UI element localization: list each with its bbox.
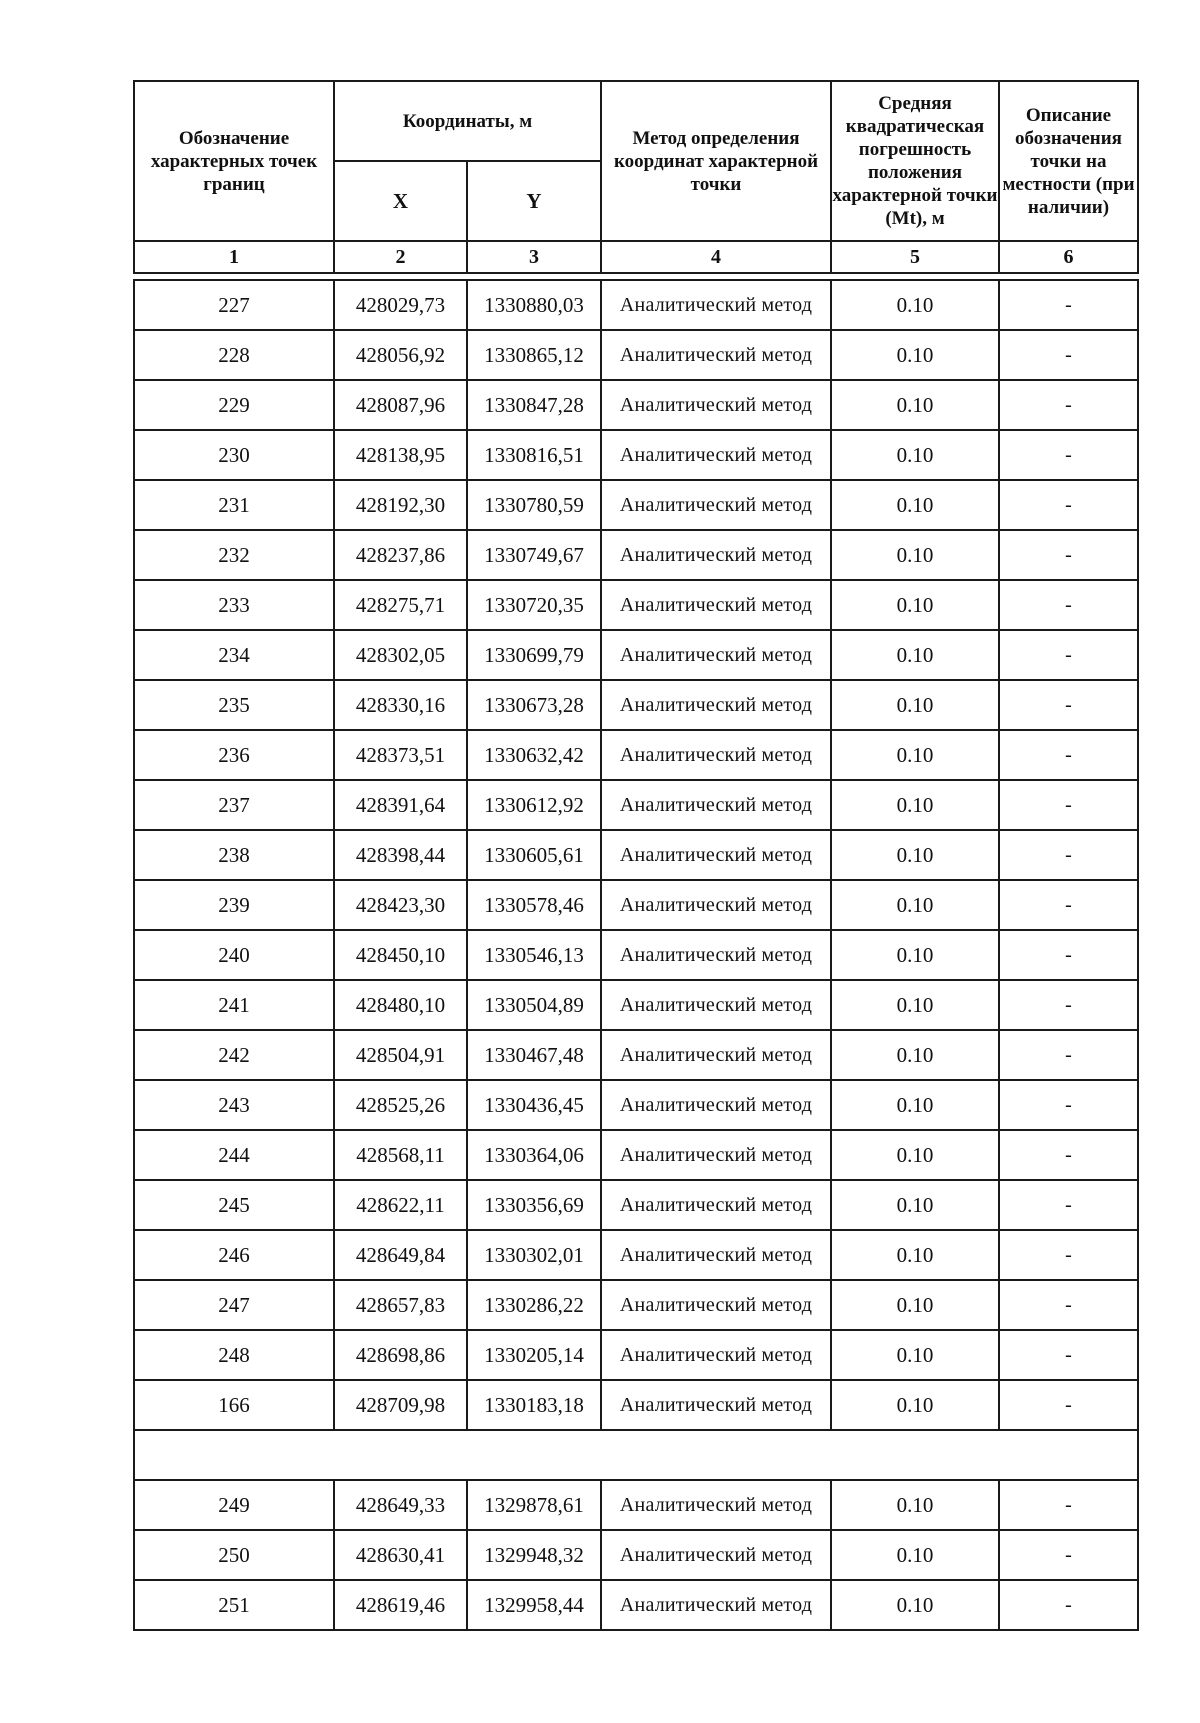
- method-cell: Аналитический метод: [601, 780, 831, 830]
- x-coordinate-cell: 428480,10: [334, 980, 467, 1030]
- description-cell: -: [999, 830, 1138, 880]
- x-coordinate-cell: 428630,41: [334, 1530, 467, 1580]
- method-cell: Аналитический метод: [601, 930, 831, 980]
- y-coordinate-cell: 1329958,44: [467, 1580, 601, 1630]
- mean-error-cell: 0.10: [831, 1330, 999, 1380]
- x-coordinate-cell: 428622,11: [334, 1180, 467, 1230]
- mean-error-cell: 0.10: [831, 430, 999, 480]
- table-row: [134, 580, 1138, 630]
- table-row: [134, 680, 1138, 730]
- header-point-designation: Обозначение характерных точек границ: [134, 81, 334, 241]
- y-coordinate-cell: 1330699,79: [467, 630, 601, 680]
- point-cell: 234: [134, 630, 334, 680]
- method-cell: Аналитический метод: [601, 530, 831, 580]
- method-cell: Аналитический метод: [601, 1530, 831, 1580]
- mean-error-cell: 0.10: [831, 1230, 999, 1280]
- description-cell: -: [999, 980, 1138, 1030]
- point-cell: 229: [134, 380, 334, 430]
- column-number: 6: [999, 241, 1138, 273]
- y-coordinate-cell: 1330720,35: [467, 580, 601, 630]
- x-coordinate-cell: 428649,33: [334, 1480, 467, 1530]
- table-body-first-contour: [134, 280, 1138, 1430]
- table-row: [134, 1030, 1138, 1080]
- description-cell: -: [999, 1030, 1138, 1080]
- method-cell: Аналитический метод: [601, 1580, 831, 1630]
- table-row: [134, 1230, 1138, 1280]
- y-coordinate-cell: 1330436,45: [467, 1080, 601, 1130]
- table-row: [134, 280, 1138, 330]
- mean-error-cell: 0.10: [831, 1480, 999, 1530]
- method-cell: Аналитический метод: [601, 1480, 831, 1530]
- header-coordinates: Координаты, м: [334, 81, 601, 161]
- mean-error-cell: 0.10: [831, 680, 999, 730]
- point-cell: 238: [134, 830, 334, 880]
- method-cell: Аналитический метод: [601, 1130, 831, 1180]
- table-row: [134, 1380, 1138, 1430]
- mean-error-cell: 0.10: [831, 480, 999, 530]
- description-cell: -: [999, 580, 1138, 630]
- y-coordinate-cell: 1329878,61: [467, 1480, 601, 1530]
- column-numbers-row: [134, 241, 1138, 273]
- description-cell: -: [999, 1280, 1138, 1330]
- mean-error-cell: 0.10: [831, 1530, 999, 1580]
- header-y: Y: [467, 161, 601, 241]
- table-row: [134, 980, 1138, 1030]
- point-cell: 239: [134, 880, 334, 930]
- x-coordinate-cell: 428619,46: [334, 1580, 467, 1630]
- column-number: 1: [134, 241, 334, 273]
- table-row: [134, 1280, 1138, 1330]
- method-cell: Аналитический метод: [601, 480, 831, 530]
- mean-error-cell: 0.10: [831, 380, 999, 430]
- method-cell: Аналитический метод: [601, 1330, 831, 1380]
- mean-error-cell: 0.10: [831, 930, 999, 980]
- description-cell: -: [999, 380, 1138, 430]
- description-cell: -: [999, 730, 1138, 780]
- table-row: [134, 1130, 1138, 1180]
- empty-row: [134, 1430, 1138, 1480]
- mean-error-cell: 0.10: [831, 330, 999, 380]
- table-row: [134, 480, 1138, 530]
- x-coordinate-cell: 428237,86: [334, 530, 467, 580]
- column-number: 3: [467, 241, 601, 273]
- table-body-second-contour: [134, 1480, 1138, 1630]
- table-row: [134, 780, 1138, 830]
- method-cell: Аналитический метод: [601, 1380, 831, 1430]
- mean-error-cell: 0.10: [831, 280, 999, 330]
- description-cell: -: [999, 480, 1138, 530]
- point-cell: 248: [134, 1330, 334, 1380]
- table-row: [134, 880, 1138, 930]
- x-coordinate-cell: 428330,16: [334, 680, 467, 730]
- mean-error-cell: 0.10: [831, 830, 999, 880]
- y-coordinate-cell: 1330780,59: [467, 480, 601, 530]
- point-cell: 227: [134, 280, 334, 330]
- description-cell: -: [999, 1230, 1138, 1280]
- header-mean-error: Средняя квадратическая погрешность положения характерной точки (Mt), м: [831, 81, 999, 241]
- x-coordinate-cell: 428649,84: [334, 1230, 467, 1280]
- table-row: [134, 330, 1138, 380]
- y-coordinate-cell: 1330364,06: [467, 1130, 601, 1180]
- point-cell: 235: [134, 680, 334, 730]
- description-cell: -: [999, 430, 1138, 480]
- point-cell: 236: [134, 730, 334, 780]
- point-cell: 228: [134, 330, 334, 380]
- description-cell: -: [999, 1580, 1138, 1630]
- point-cell: 232: [134, 530, 334, 580]
- description-cell: -: [999, 680, 1138, 730]
- point-cell: 243: [134, 1080, 334, 1130]
- x-coordinate-cell: 428275,71: [334, 580, 467, 630]
- mean-error-cell: 0.10: [831, 780, 999, 830]
- table-row: [134, 730, 1138, 780]
- table-row: [134, 1180, 1138, 1230]
- description-cell: -: [999, 1080, 1138, 1130]
- y-coordinate-cell: 1330632,42: [467, 730, 601, 780]
- description-cell: -: [999, 1130, 1138, 1180]
- y-coordinate-cell: 1330578,46: [467, 880, 601, 930]
- point-cell: 251: [134, 1580, 334, 1630]
- point-cell: 244: [134, 1130, 334, 1180]
- mean-error-cell: 0.10: [831, 1030, 999, 1080]
- y-coordinate-cell: 1330865,12: [467, 330, 601, 380]
- y-coordinate-cell: 1330605,61: [467, 830, 601, 880]
- header-method: Метод определения координат характерной точки: [601, 81, 831, 241]
- method-cell: Аналитический метод: [601, 830, 831, 880]
- method-cell: Аналитический метод: [601, 1230, 831, 1280]
- column-number: 2: [334, 241, 467, 273]
- method-cell: Аналитический метод: [601, 730, 831, 780]
- point-cell: 233: [134, 580, 334, 630]
- method-cell: Аналитический метод: [601, 980, 831, 1030]
- y-coordinate-cell: 1330467,48: [467, 1030, 601, 1080]
- contour-separator: [134, 1430, 1138, 1480]
- table-row: [134, 830, 1138, 880]
- x-coordinate-cell: 428698,86: [334, 1330, 467, 1380]
- x-coordinate-cell: 428192,30: [334, 480, 467, 530]
- table-row: [134, 1080, 1138, 1130]
- method-cell: Аналитический метод: [601, 630, 831, 680]
- mean-error-cell: 0.10: [831, 1380, 999, 1430]
- table-row: [134, 1330, 1138, 1380]
- table-header: [134, 81, 1138, 280]
- method-cell: Аналитический метод: [601, 680, 831, 730]
- method-cell: Аналитический метод: [601, 580, 831, 630]
- method-cell: Аналитический метод: [601, 1030, 831, 1080]
- y-coordinate-cell: 1330546,13: [467, 930, 601, 980]
- mean-error-cell: 0.10: [831, 1130, 999, 1180]
- coordinates-sheet: [133, 80, 1137, 1631]
- y-coordinate-cell: 1330880,03: [467, 280, 601, 330]
- mean-error-cell: 0.10: [831, 1580, 999, 1630]
- y-coordinate-cell: 1330504,89: [467, 980, 601, 1030]
- y-coordinate-cell: 1330302,01: [467, 1230, 601, 1280]
- mean-error-cell: 0.10: [831, 730, 999, 780]
- point-cell: 242: [134, 1030, 334, 1080]
- y-coordinate-cell: 1330673,28: [467, 680, 601, 730]
- x-coordinate-cell: 428056,92: [334, 330, 467, 380]
- table-row: [134, 530, 1138, 580]
- y-coordinate-cell: 1330183,18: [467, 1380, 601, 1430]
- x-coordinate-cell: 428504,91: [334, 1030, 467, 1080]
- description-cell: -: [999, 1330, 1138, 1380]
- table-row: [134, 1480, 1138, 1530]
- mean-error-cell: 0.10: [831, 530, 999, 580]
- description-cell: -: [999, 280, 1138, 330]
- description-cell: -: [999, 880, 1138, 930]
- y-coordinate-cell: 1330205,14: [467, 1330, 601, 1380]
- point-cell: 240: [134, 930, 334, 980]
- y-coordinate-cell: 1330286,22: [467, 1280, 601, 1330]
- description-cell: -: [999, 780, 1138, 830]
- x-coordinate-cell: 428657,83: [334, 1280, 467, 1330]
- header-description: Описание обозначения точки на местности (при наличии): [999, 81, 1138, 241]
- point-cell: 241: [134, 980, 334, 1030]
- method-cell: Аналитический метод: [601, 430, 831, 480]
- table-row: [134, 380, 1138, 430]
- point-cell: 166: [134, 1380, 334, 1430]
- y-coordinate-cell: 1330749,67: [467, 530, 601, 580]
- y-coordinate-cell: 1330816,51: [467, 430, 601, 480]
- column-number: 5: [831, 241, 999, 273]
- mean-error-cell: 0.10: [831, 1080, 999, 1130]
- method-cell: Аналитический метод: [601, 330, 831, 380]
- point-cell: 247: [134, 1280, 334, 1330]
- method-cell: Аналитический метод: [601, 280, 831, 330]
- y-coordinate-cell: 1330847,28: [467, 380, 601, 430]
- point-cell: 237: [134, 780, 334, 830]
- x-coordinate-cell: 428450,10: [334, 930, 467, 980]
- description-cell: -: [999, 330, 1138, 380]
- x-coordinate-cell: 428138,95: [334, 430, 467, 480]
- point-cell: 249: [134, 1480, 334, 1530]
- y-coordinate-cell: 1329948,32: [467, 1530, 601, 1580]
- mean-error-cell: 0.10: [831, 980, 999, 1030]
- description-cell: -: [999, 930, 1138, 980]
- x-coordinate-cell: 428423,30: [334, 880, 467, 930]
- x-coordinate-cell: 428029,73: [334, 280, 467, 330]
- point-cell: 250: [134, 1530, 334, 1580]
- table-row: [134, 1530, 1138, 1580]
- mean-error-cell: 0.10: [831, 630, 999, 680]
- description-cell: -: [999, 530, 1138, 580]
- method-cell: Аналитический метод: [601, 1080, 831, 1130]
- description-cell: -: [999, 1180, 1138, 1230]
- point-cell: 230: [134, 430, 334, 480]
- mean-error-cell: 0.10: [831, 1280, 999, 1330]
- mean-error-cell: 0.10: [831, 1180, 999, 1230]
- method-cell: Аналитический метод: [601, 880, 831, 930]
- point-cell: 231: [134, 480, 334, 530]
- table-row: [134, 1580, 1138, 1630]
- description-cell: -: [999, 630, 1138, 680]
- x-coordinate-cell: 428302,05: [334, 630, 467, 680]
- x-coordinate-cell: 428525,26: [334, 1080, 467, 1130]
- table-row: [134, 630, 1138, 680]
- mean-error-cell: 0.10: [831, 880, 999, 930]
- coordinates-table: [133, 80, 1139, 1631]
- x-coordinate-cell: 428087,96: [334, 380, 467, 430]
- description-cell: -: [999, 1380, 1138, 1430]
- method-cell: Аналитический метод: [601, 380, 831, 430]
- x-coordinate-cell: 428568,11: [334, 1130, 467, 1180]
- table-row: [134, 430, 1138, 480]
- method-cell: Аналитический метод: [601, 1180, 831, 1230]
- method-cell: Аналитический метод: [601, 1280, 831, 1330]
- point-cell: 246: [134, 1230, 334, 1280]
- x-coordinate-cell: 428391,64: [334, 780, 467, 830]
- table-row: [134, 930, 1138, 980]
- y-coordinate-cell: 1330356,69: [467, 1180, 601, 1230]
- x-coordinate-cell: 428373,51: [334, 730, 467, 780]
- description-cell: -: [999, 1480, 1138, 1530]
- point-cell: 245: [134, 1180, 334, 1230]
- description-cell: -: [999, 1530, 1138, 1580]
- column-number: 4: [601, 241, 831, 273]
- x-coordinate-cell: 428398,44: [334, 830, 467, 880]
- x-coordinate-cell: 428709,98: [334, 1380, 467, 1430]
- header-x: X: [334, 161, 467, 241]
- y-coordinate-cell: 1330612,92: [467, 780, 601, 830]
- mean-error-cell: 0.10: [831, 580, 999, 630]
- header-spacer: [134, 273, 1138, 280]
